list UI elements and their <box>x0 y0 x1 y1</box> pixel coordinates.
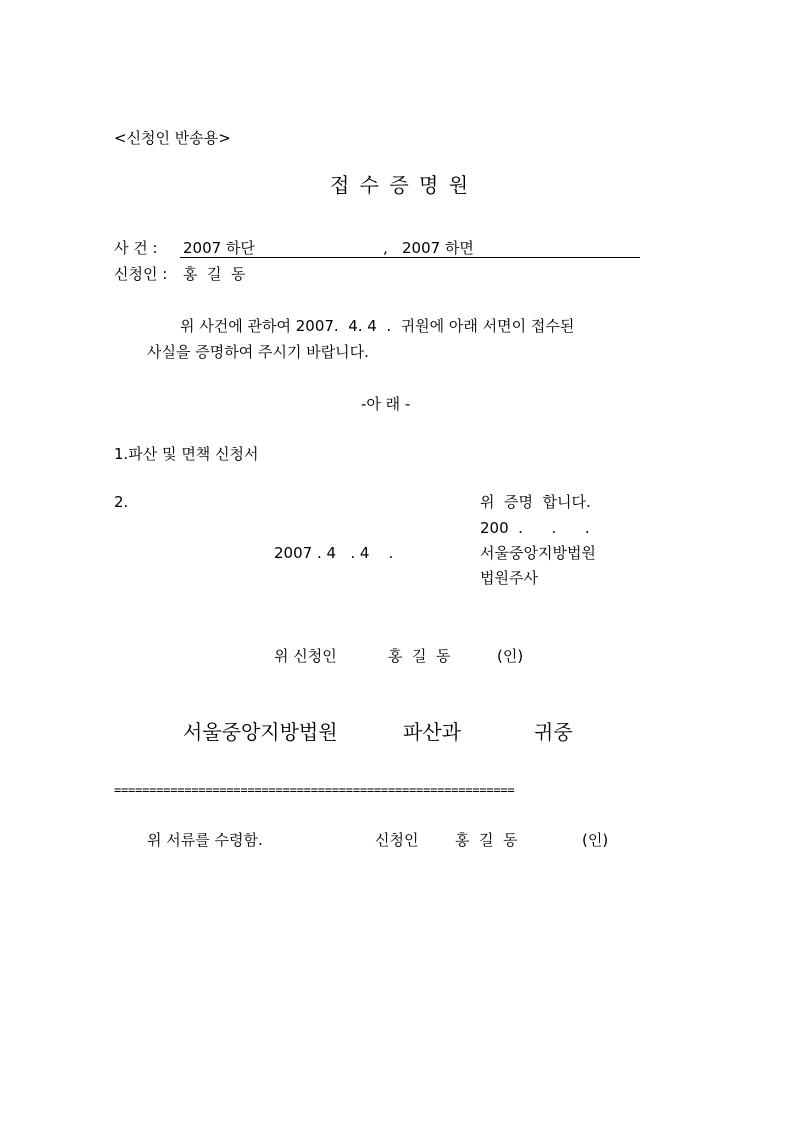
submission-date: 2007 . 4 . 4 . <box>274 544 394 562</box>
addressee-dept: 파산과 <box>403 720 461 744</box>
case-label: 사 건 : <box>114 239 158 257</box>
addressee-court: 서울중앙지방법원 <box>183 720 338 744</box>
certification-line-2: 200 . . . <box>480 519 590 537</box>
receipt-label: 신청인 <box>375 831 419 849</box>
body-line-1: 위 사건에 관하여 2007. 4. 4 . 귀원에 아래 서면이 접수된 <box>180 317 575 335</box>
signature-seal: (인) <box>497 647 524 665</box>
receipt-seal: (인) <box>582 831 609 849</box>
case-underline <box>180 257 640 258</box>
below-heading: -아 래 - <box>361 395 411 413</box>
certification-court: 서울중앙지방법원 <box>480 544 596 562</box>
body-line-2: 사실을 증명하여 주시기 바랍니다. <box>147 343 369 361</box>
signature-name: 홍 길 동 <box>388 647 451 665</box>
item-2: 2. <box>114 493 129 511</box>
case-value-2: 2007 하면 <box>402 239 474 257</box>
header-note: <신청인 반송용> <box>114 129 231 147</box>
page-title: 접 수 증 명 원 <box>330 173 471 197</box>
addressee-honorific: 귀중 <box>534 720 573 744</box>
certification-line-1: 위 증명 합니다. <box>480 493 591 511</box>
receipt-name: 홍 길 동 <box>455 831 518 849</box>
item-1: 1.파산 및 면책 신청서 <box>114 445 259 463</box>
separator-line: ========================================================= <box>114 783 515 797</box>
signature-label: 위 신청인 <box>274 647 337 665</box>
receipt-text: 위 서류를 수령함. <box>147 831 263 849</box>
applicant-label: 신청인 : <box>114 265 168 283</box>
case-comma: , <box>383 239 388 257</box>
case-value-1: 2007 하단 <box>183 239 255 257</box>
certification-officer: 법원주사 <box>480 569 538 587</box>
applicant-name: 홍 길 동 <box>183 265 246 283</box>
